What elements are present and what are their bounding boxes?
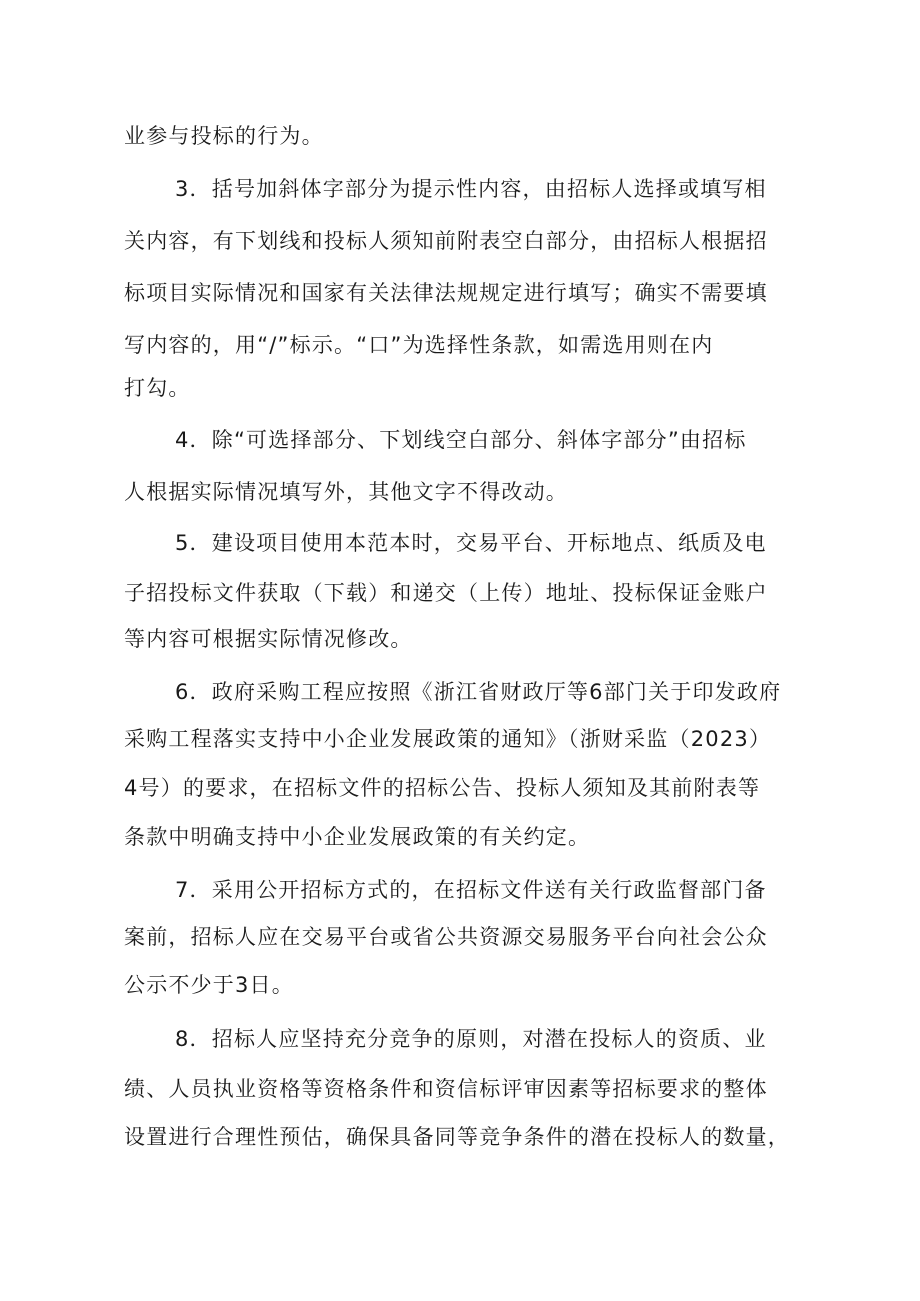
text-line: 6．政府采购工程应按照《浙江省财政厅等6部门关于印发政府 [175,680,782,704]
text-line: 采购工程落实支持中小企业发展政策的通知》（浙财采监（2023） [124,727,772,751]
text-line: 设置进行合理性预估，确保具备同等竞争条件的潜在投标人的数量， [124,1125,790,1149]
text-line: 案前，招标人应在交易平台或省公共资源交易服务平台向社会公众 [124,925,768,949]
text-line: 5．建设项目使用本范本时，交易平台、开标地点、纸质及电 [175,531,767,555]
text-line: 4号）的要求，在招标文件的招标公告、投标人须知及其前附表等 [124,776,761,800]
text-line: 4．除“可选择部分、下划线空白部分、斜体字部分”由招标 [175,428,747,452]
text-line: 关内容，有下划线和投标人须知前附表空白部分，由招标人根据招 [124,229,768,253]
text-line: 等内容可根据实际情况修改。 [124,627,413,651]
text-line: 业参与投标的行为。 [124,124,324,148]
text-line: 子招投标文件获取（下载）和递交（上传）地址、投标保证金账户 [124,581,768,605]
text-line: 8．招标人应坚持充分竞争的原则，对潜在投标人的资质、业 [175,1027,767,1051]
text-line: 3．括号加斜体字部分为提示性内容，由招标人选择或填写相 [175,177,767,201]
text-line: 标项目实际情况和国家有关法律法规规定进行填写；确实不需要填 [124,281,768,305]
text-line: 人根据实际情况填写外，其他文字不得改动。 [124,480,568,504]
text-line: 7．采用公开招标方式的，在招标文件送有关行政监督部门备 [175,878,767,902]
text-line: 写内容的，用“/”标示。“口”为选择性条款，如需选用则在内 [124,333,714,357]
text-line: 公示不少于3日。 [124,973,294,997]
text-line: 条款中明确支持中小企业发展政策的有关约定。 [124,825,591,849]
text-line: 打勾。 [124,376,191,400]
text-line: 绩、人员执业资格等资格条件和资信标评审因素等招标要求的整体 [124,1077,768,1101]
